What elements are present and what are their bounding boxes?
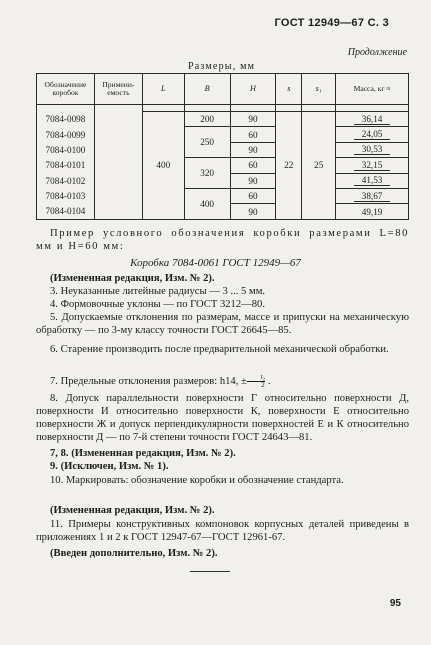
revision-note-78: 7, 8. (Измененная редакция, Изм. № 2). (50, 448, 236, 459)
header-H: H (230, 74, 276, 105)
fraction-denominator: 2 (261, 381, 265, 389)
table-caption: Размеры, мм (188, 61, 256, 72)
B-cell: 400 (184, 188, 230, 219)
H-cell: 90 (230, 204, 276, 219)
paragraph-6: 6. Старение производить после предварительной механической обработки. (50, 344, 389, 355)
mass-cell: 24,05 (354, 129, 391, 140)
mass-cell: 32,15 (354, 160, 391, 171)
table-row (37, 112, 409, 127)
table-row (37, 127, 409, 142)
table-row (37, 188, 409, 203)
L-cell: 400 (142, 112, 184, 220)
paragraph-4: 4. Формовочные уклоны — по ГОСТ 3212—80. (50, 299, 265, 310)
footer-rule (190, 571, 230, 572)
H-cell: 90 (230, 173, 276, 188)
header-s1: s₁ (302, 74, 336, 105)
H-cell: 60 (230, 158, 276, 173)
designation-cell: 7084-0103 (37, 188, 95, 203)
paragraph-3: 3. Неуказанные литейные радиусы — 3 ... 5 мм. (50, 286, 266, 297)
paragraph-10: 10. Маркировать: обозначение коробки и обозначение стандарта. (50, 475, 344, 486)
header-designation: Обозначение коробок (37, 74, 95, 105)
paragraph-7-text: 7. Предельные отклонения размеров: h14, ± (50, 375, 247, 387)
B-cell: 250 (184, 127, 230, 158)
paragraph-11: 11. Примеры конструктивных компоновок корпусных деталей приведены в приложениях 1 и 2 к ГОСТ 12947-67—ГОСТ 12961-67. (36, 519, 409, 543)
designation-cell: 7084-0102 (37, 173, 95, 188)
H-cell: 90 (230, 112, 276, 127)
paragraph-8: 8. Допуск параллельности поверхности Г относительно поверхности Д, поверхности И относительно поверхности К, поверхности Е относительно поверхности Ж и допуск перпендикулярности поверхностей Е и К относительно поверхности Д — по 7-й степени точности ГОСТ 24643—81. (36, 393, 409, 443)
application-cell (94, 112, 142, 220)
designation-cell: 7084-0104 (37, 204, 95, 219)
B-cell: 200 (184, 112, 230, 127)
header-L: L (142, 74, 184, 105)
mass-cell: 38,67 (354, 191, 391, 202)
mass-cell: 41,53 (354, 175, 391, 186)
paragraph-7 (36, 374, 409, 389)
mass-cell: 49,19 (361, 206, 383, 217)
tolerance-fraction (247, 374, 265, 389)
header-mass: Масса, кг ≈ (336, 74, 409, 105)
header-B: B (184, 74, 230, 105)
H-cell: 60 (230, 188, 276, 203)
page-number: 95 (389, 598, 401, 609)
page-header: ГОСТ 12949—67 С. 3 (274, 17, 389, 29)
mass-cell: 30,53 (354, 144, 391, 155)
designation-cell: 7084-0099 (37, 127, 95, 142)
s-cell: 22 (276, 112, 302, 220)
table-row (37, 158, 409, 173)
dimensions-table (36, 73, 409, 220)
paragraph-7-end: . (265, 375, 271, 387)
paragraph-5: 5. Допускаемые отклонения по размерам, массе и припуски на механическую обработку — по 3-му классу точности ГОСТ 26645—85. (36, 312, 409, 336)
mass-cell: 36,14 (354, 114, 391, 125)
B-cell: 320 (184, 158, 230, 189)
example-designation: Коробка 7084-0061 ГОСТ 12949—67 (130, 257, 301, 269)
H-cell: 60 (230, 127, 276, 142)
header-s: s (276, 74, 302, 105)
continuation-label: Продолжение (347, 47, 407, 58)
header-application: Примени-емость (94, 74, 142, 105)
added-note: (Введен дополнительно, Изм. № 2). (50, 548, 218, 559)
designation-cell: 7084-0101 (37, 158, 95, 173)
designation-cell: 7084-0100 (37, 142, 95, 157)
revision-note-2: (Измененная редакция, Изм. № 2). (50, 505, 215, 516)
designation-cell: 7084-0098 (37, 112, 95, 127)
H-cell: 90 (230, 142, 276, 157)
s1-cell: 25 (302, 112, 336, 220)
fraction-numerator: t₂ (247, 374, 265, 382)
example-intro: Пример условного обозначения коробки размерами L=80 мм и H=60 мм: (36, 228, 409, 252)
revision-note-1: (Измененная редакция, Изм. № 2). (50, 273, 215, 284)
paragraph-9: 9. (Исключен, Изм. № 1). (50, 461, 169, 472)
